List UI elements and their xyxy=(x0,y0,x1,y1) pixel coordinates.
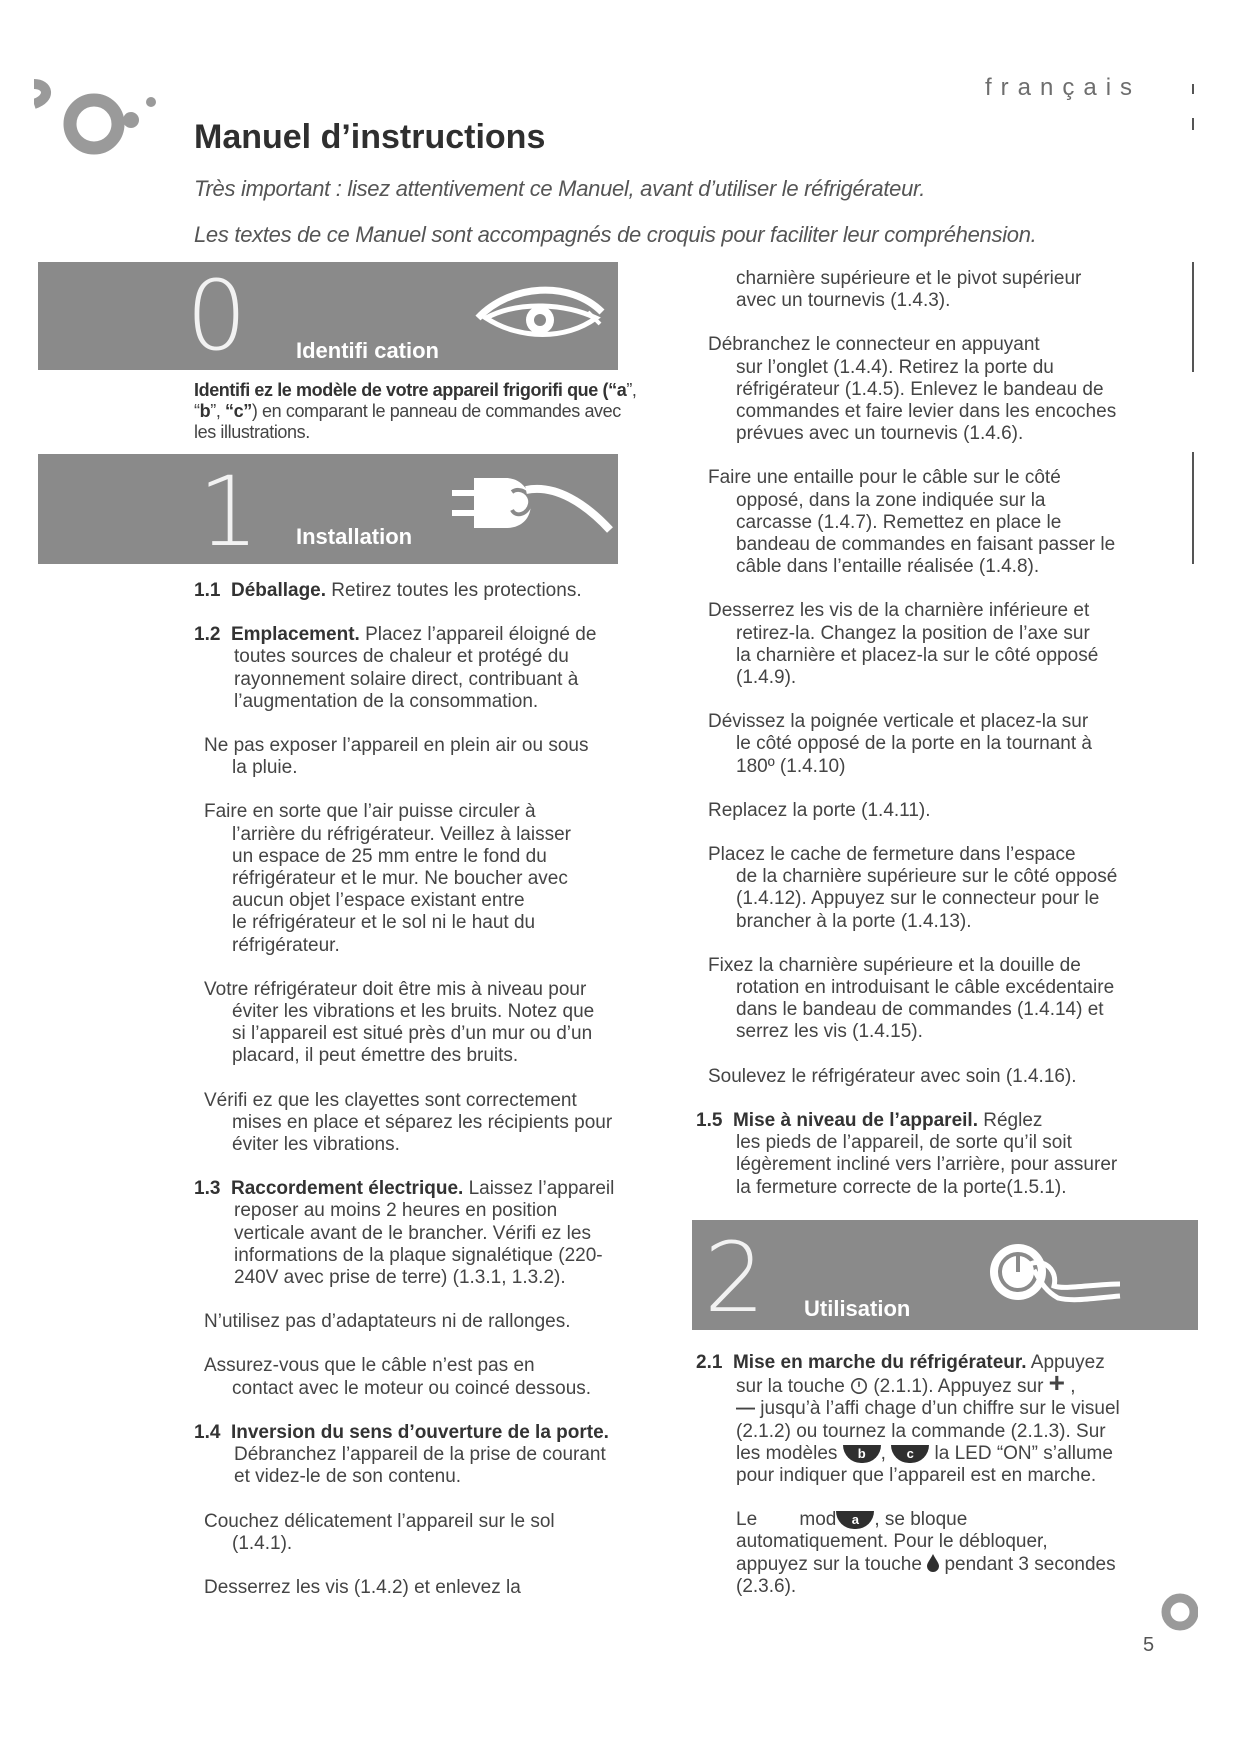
section-label: Installation xyxy=(296,524,413,549)
section-banner-installation xyxy=(38,454,618,564)
minus-icon: — xyxy=(736,1398,755,1420)
paragraph-blocage: Le mod a , se bloque automatiquement. Pour le débloquer, appuyez sur la touche pendant 3 secondes (2.3.6). xyxy=(736,1509,1116,1597)
section-banner-utilisation xyxy=(692,1220,1198,1330)
paragraph-adaptateurs: N’utilisez pas d’adaptateurs ni de rallonges. xyxy=(204,1311,571,1333)
paragraph-pluie: Ne pas exposer l’appareil en plein air ou sous la pluie. xyxy=(204,735,589,779)
subsection-1-4: 1.4 Inversion du sens d’ouverture de la porte. Débranchez l’appareil de la prise de courant et videz-le de son contenu. xyxy=(194,1421,609,1488)
section-label: Identifi cation xyxy=(296,338,439,363)
language-label: français xyxy=(985,74,1142,101)
model-a-badge: a xyxy=(836,1511,874,1529)
subsection-1-3: 1.3 Raccordement électrique. Laissez l’appareil reposer au moins 2 heures en position verticale avant de le brancher. Vérifi ez les informations de la plaque signalétique (220- 240V avec prise de terre) (1.3.1, 1.3.2). xyxy=(194,1178,615,1289)
paragraph-niveau: Votre réfrigérateur doit être mis à niveau pour éviter les vibrations et les bruits. Notez que si l’appareil est situé près d’un mur ou d’un placard, il peut émettre des bruits. xyxy=(204,978,595,1067)
paragraph-air: Faire en sorte que l’air puisse circuler à l’arrière du réfrigérateur. Veillez à laisser un espace de 25 mm entre le fond du réfrigérateur et le mur. Ne boucher avec aucun objet l’espace existant entre le réfrigérateur et le sol ni le haut du réfrigérateur. xyxy=(204,801,571,956)
edge-mark xyxy=(1192,452,1194,564)
section-number: 0 xyxy=(186,262,248,370)
paragraph-poignee: Dévissez la poignée verticale et placez-la sur le côté opposé de la porte en la tournant à 180º (1.4.10) xyxy=(708,711,1092,777)
edge-mark xyxy=(1192,118,1194,130)
intro-line: Très important : lisez attentivement ce Manuel, avant d’utiliser le réfrigérateur. xyxy=(194,176,926,201)
paragraph-debranchez: Débranchez le connecteur en appuyant sur l’onglet (1.4.4). Retirez la porte du réfrigérateur (1.4.5). Enlevez le bandeau de commandes et faire levier dans les encoches prévues avec un tournevis (1.4.6). xyxy=(708,334,1117,445)
brand-logo-icon xyxy=(34,78,164,178)
page-number: 5 xyxy=(1143,1634,1155,1656)
section-banner-identification xyxy=(38,262,618,370)
model-b-badge: b xyxy=(843,1445,881,1463)
paragraph-entaille: Faire une entaille pour le câble sur le côté opposé, dans la zone indiquée sur la carcasse (1.4.7). Remettez en place le bandeau de commandes en faisant passer le câble dans l’entaille réalisée (1.4.8). xyxy=(708,467,1116,578)
paragraph-cache: Placez le cache de fermeture dans l’espace de la charnière supérieure sur le côté opposé (1.4.12). Appuyez sur le connecteur pour le brancher à la porte (1.4.13). xyxy=(708,844,1118,932)
paragraph-charniere: charnière supérieure et le pivot supérieur avec un tournevis (1.4.3). xyxy=(736,268,1082,312)
plus-icon: + xyxy=(1048,1367,1066,1399)
paragraph-fixez: Fixez la charnière supérieure et la douille de rotation en introduisant le câble excédentaire dans le bandeau de commandes (1.4.14) et serrez les vis (1.4.15). xyxy=(708,954,1115,1043)
section-label: Utilisation xyxy=(804,1296,911,1321)
intro-line: Les textes de ce Manuel sont accompagnés de croquis pour faciliter leur compréhension. xyxy=(194,222,1037,247)
paragraph-replacez: Replacez la porte (1.4.11). xyxy=(708,799,931,821)
subsection-1-1: 1.1 Déballage. Retirez toutes les protections. xyxy=(194,580,582,601)
paragraph-inferieure: Desserrez les vis de la charnière inférieure et retirez-la. Changez la position de l’axe sur la charnière et placez-la sur le côté opposé (1.4.9). xyxy=(708,600,1099,689)
finger-press-button-icon xyxy=(974,1230,1124,1320)
paragraph-soulevez: Soulevez le réfrigérateur avec soin (1.4.16). xyxy=(708,1065,1077,1087)
brand-circle-icon xyxy=(1158,1590,1198,1634)
power-plug-icon xyxy=(446,464,616,544)
subsection-1-2: 1.2 Emplacement. Placez l’appareil éloigné de toutes sources de chaleur et protégé du rayonnement solaire direct, contribuant à l’augmentation de la consommation. xyxy=(194,624,597,712)
section-number: 2 xyxy=(704,1222,766,1330)
page-title: Manuel d’instructions xyxy=(194,118,546,156)
power-button-icon xyxy=(850,1377,868,1395)
paragraph-clayettes: Vérifi ez que les clayettes sont correctement mises en place et séparez les récipients pour éviter les vibrations. xyxy=(204,1089,613,1156)
eye-icon xyxy=(470,274,610,354)
section-number: 1 xyxy=(198,456,260,564)
model-c-badge: c xyxy=(891,1445,929,1463)
right-column xyxy=(696,268,1148,1199)
paragraph-desserrez: Desserrez les vis (1.4.2) et enlevez la xyxy=(204,1576,521,1598)
subsection-2-1: 2.1 Mise en marche du réfrigérateur. Appuyez sur la touche (2.1.1). Appuyez sur + , — jusqu’à l’affi chage d’un chiffre sur le visuel (2.1.2) ou tournez la commande (2.1.3). Sur les modèles b , c la LED “ON” s’allume pour indiquer que l’appareil est en marche. Le mod a , se bloque automatiquement. Pour le débloquer, appuyez sur la touche pendant 3 secondes (2.3.6). xyxy=(696,1352,1166,1598)
left-column xyxy=(194,580,634,1599)
identification-text: Identifi ez le modèle de votre appareil frigorifi que (“a”, “b”, “c”) en comparant le panneau de commandes avec les illustrations. xyxy=(194,380,637,442)
paragraph-couchez: Couchez délicatement l’appareil sur le sol (1.4.1). xyxy=(204,1510,555,1554)
subsection-1-5: 1.5 Mise à niveau de l’appareil. Réglez les pieds de l’appareil, de sorte qu’il soit légèrement incliné vers l’arrière, pour assurer la fermeture correcte de la porte(1.5.1). xyxy=(696,1109,1118,1198)
edge-mark xyxy=(1192,262,1194,372)
paragraph-cable: Assurez-vous que le câble n’est pas en contact avec le moteur ou coincé dessous. xyxy=(204,1355,592,1399)
edge-mark xyxy=(1192,84,1194,94)
drop-icon xyxy=(927,1554,939,1572)
